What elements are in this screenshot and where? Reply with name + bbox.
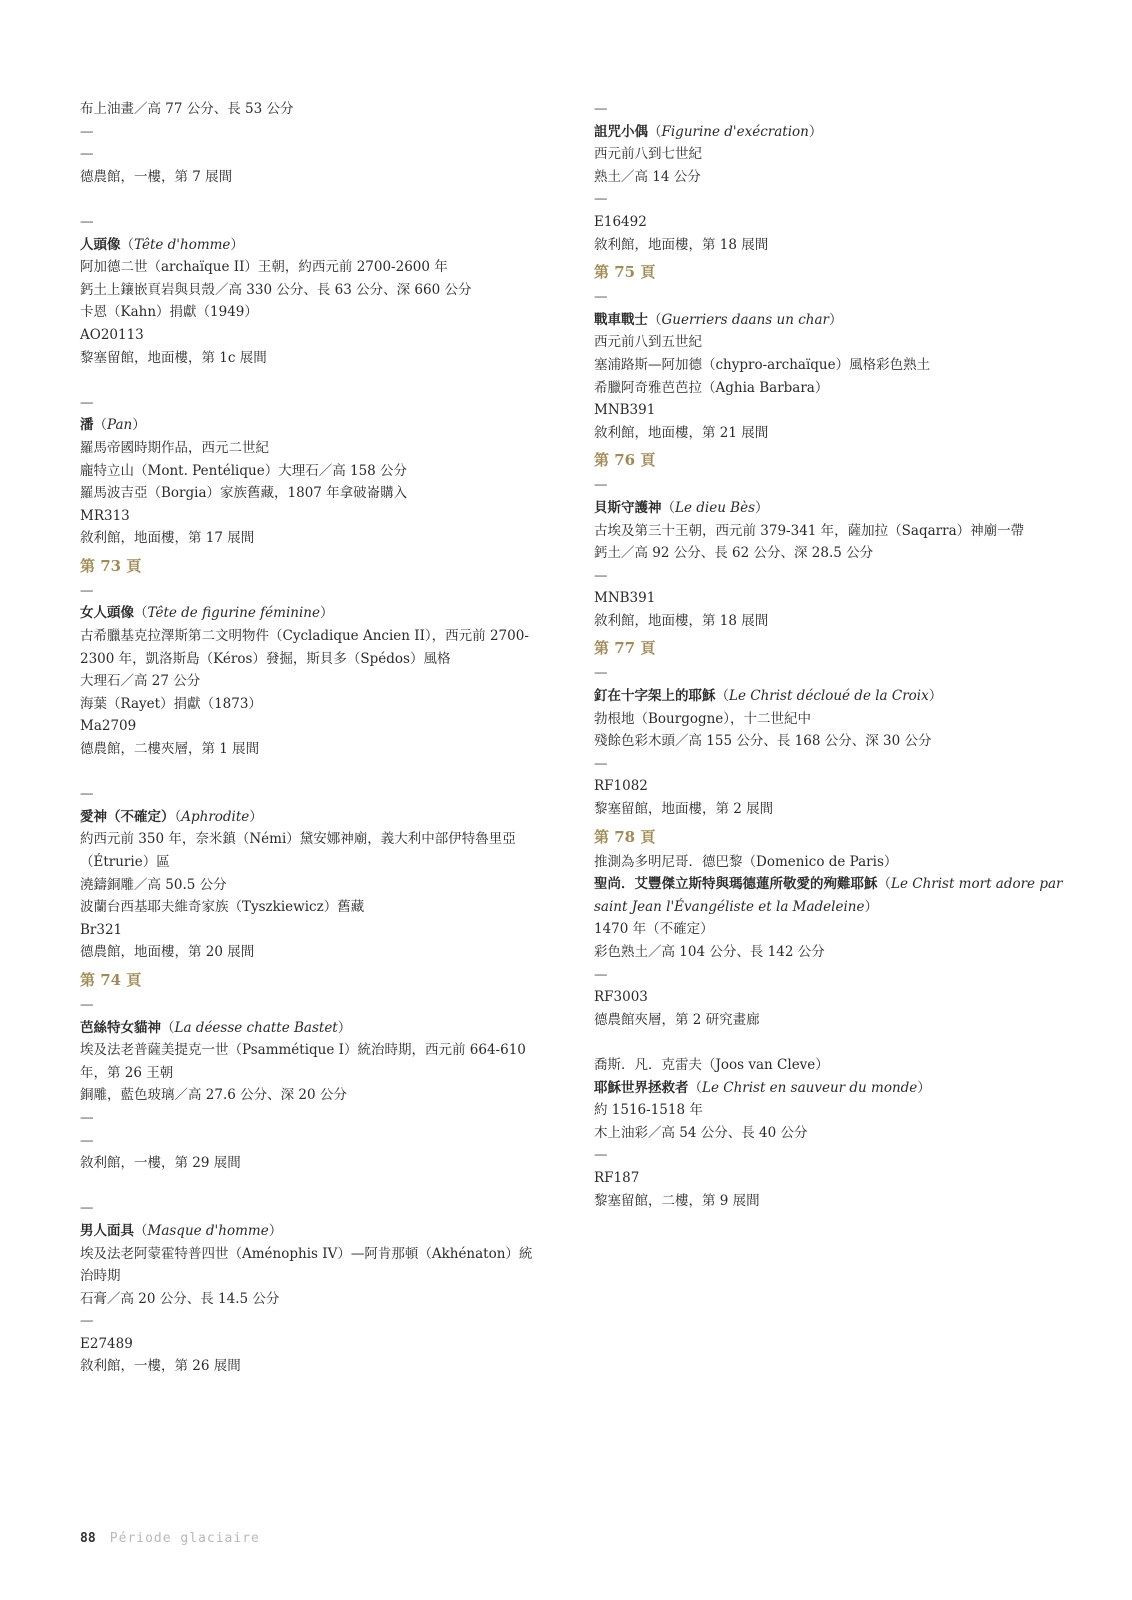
catalog-line: 海葉（Rayet）捐獻（1873） [80,695,262,712]
catalog-line: 殘餘色彩木頭／高 155 公分、長 168 公分、深 30 公分 [594,733,932,750]
title-zh: 戰車戰士 [594,311,648,328]
title-fr: Masque d'homme [147,1222,269,1239]
title-fr: Le Christ décloué de la Croix [729,688,929,705]
catalog-line: 銅雕，藍色玻璃／高 27.6 公分、深 20 公分 [80,1087,347,1104]
paren-close: ） [917,1079,931,1096]
title-fr: Le dieu Bès [675,499,756,516]
catalog-line: 敘利館，地面樓，第 18 展間 [594,236,769,253]
right-column [594,98,1064,1212]
dash-separator: — [594,755,608,772]
dash-separator: — [594,477,608,494]
paren-close: ） [249,808,263,825]
catalog-line: 黎塞留館，二樓，第 9 展間 [594,1192,760,1209]
dash-separator: — [594,1147,608,1164]
dash-separator: — [594,567,608,584]
artwork-title [594,685,1064,708]
catalog-line: 鈣土／高 92 公分、長 62 公分、深 28.5 公分 [594,545,874,562]
spacer [80,1175,540,1198]
title-fr: Le Christ en sauveur du monde [702,1079,918,1096]
dash-separator: — [80,1313,94,1330]
dash-separator: — [594,289,608,306]
page-footer [80,1531,260,1546]
title-fr: La déesse chatte Bastet [174,1019,338,1036]
title-fr: Tête d'homme [134,236,231,253]
title-zh: 潘 [80,417,94,434]
paren-open: （ [688,1079,702,1096]
catalog-line: AO20113 [80,326,144,343]
catalog-line: 西元前八到五世紀 [594,334,702,351]
dash-separator: — [594,101,608,117]
catalog-line: 約西元前 350 年，奈米鎮（Némi）黛安娜神廟，義大利中部伊特魯里亞（Étrurie）區 [80,831,516,870]
catalog-line: Ma2709 [80,718,137,735]
catalog-line: Br321 [80,921,123,938]
dash-separator: — [594,665,608,682]
artwork-title [594,1077,1064,1100]
paren-open: （ [134,605,148,622]
paren-open: （ [648,311,662,328]
catalog-line: 敘利館，一樓，第 29 展間 [80,1155,241,1172]
title-zh: 人頭像 [80,236,121,253]
title-zh: 耶穌世界拯救者 [594,1079,689,1096]
paren-close: ） [132,417,146,434]
catalog-line: 敘利館，地面樓，第 18 展間 [594,612,769,629]
paren-close: ） [828,311,843,328]
catalog-line: 羅馬帝國時期作品，西元二世紀 [80,439,269,456]
artwork-title [80,414,540,437]
artwork-title [594,873,1064,918]
catalog-line: 勃根地（Bourgogne），十二世紀中 [594,710,812,727]
paren-open: （ [174,808,182,825]
artwork-title [594,497,1064,520]
catalog-line: 澆鑄銅雕／高 50.5 公分 [80,876,227,893]
catalog-line: 彩色熟土／高 104 公分、長 142 公分 [594,944,825,960]
catalog-line: 約 1516-1518 年 [594,1102,703,1119]
catalog-line: 喬斯．凡．克雷夫（Joos van Cleve） [594,1056,829,1073]
dash-separator: — [80,146,94,163]
artwork-title [594,121,1064,144]
catalog-line: RF1082 [594,778,648,795]
catalog-line: 黎塞留館，地面樓，第 2 展間 [594,801,774,818]
catalog-line: 大理石／高 27 公分 [80,673,201,690]
artwork-title [80,806,540,829]
spacer [594,1031,1064,1054]
catalog-line: 古埃及第三十王朝，西元前 379-341 年，薩加拉（Saqarra）神廟一帶 [594,522,1025,539]
title-zh: 女人頭像 [80,605,134,622]
catalog-line: MNB391 [594,590,656,607]
catalog-line: E27489 [80,1335,133,1352]
dash-separator: — [80,1109,94,1126]
left-column [80,98,540,1378]
title-fr: Tête de figurine féminine [147,605,320,622]
catalog-line: 德農館，二樓夾層，第 1 展間 [80,741,260,758]
title-fr: Aphrodite [181,808,250,825]
artwork-title [80,1220,540,1243]
page-reference-heading: 第 73 頁 [80,556,142,575]
catalog-line: 布上油畫／高 77 公分、長 53 公分 [80,101,294,117]
catalog-line: 波蘭台西基耶夫維奇家族（Tyszkiewicz）舊藏 [80,899,365,916]
artwork-title [80,602,540,625]
title-zh: 男人面具 [80,1222,134,1239]
title-fr: Figurine d'exécration [661,123,809,140]
paren-open: （ [134,1222,148,1239]
title-zh: 聖尚．艾豐傑立斯特與瑪德蓮所敬愛的殉難耶穌 [594,876,878,893]
spacer [80,369,540,392]
page-reference-heading: 第 77 頁 [594,639,656,658]
catalog-line: 希臘阿奇雅芭芭拉（Aghia Barbara） [594,379,829,396]
artwork-title [80,234,540,257]
paren-close: ） [864,898,878,915]
dash-separator: — [80,996,94,1013]
paren-close: ） [268,1222,283,1239]
catalog-line: RF3003 [594,989,648,1006]
catalog-line: 敘利館，一樓，第 26 展間 [80,1358,241,1375]
catalog-line: 古希臘基克拉澤斯第二文明物件（Cycladique Ancien II），西元前 2700-2300 年，凱洛斯島（Kéros）發掘，斯貝多（Spédos）風格 [80,628,529,667]
catalog-line: 埃及法老普薩美提克一世（Psammétique I）統治時期，西元前 664-610 年，第 26 王朝 [80,1042,526,1081]
catalog-line: 推測為多明尼哥．德巴黎（Domenico de Paris） [594,853,898,870]
paren-open: （ [648,123,662,140]
catalog-line: 阿加德二世（archaïque II）王朝，約西元前 2700-2600 年 [80,259,448,276]
catalog-line: 石膏／高 20 公分、長 14.5 公分 [80,1290,280,1307]
spacer [80,188,540,211]
dash-separator: — [80,786,94,803]
catalog-line: 德農館，一樓，第 7 展間 [80,168,233,185]
paren-close: ） [337,1019,352,1036]
catalog-line: MR313 [80,507,130,524]
catalog-line: 德農館夾層，第 2 研究畫廊 [594,1011,760,1028]
dash-separator: — [80,582,94,599]
catalog-line: 黎塞留館，地面樓，第 1c 展間 [80,349,267,366]
catalog-line: 敘利館，地面樓，第 21 展間 [594,424,769,441]
paren-open: （ [120,236,134,253]
artwork-title [80,1017,540,1040]
paren-open: （ [93,417,107,434]
dash-separator: — [80,394,94,411]
paren-close: ） [319,605,334,622]
title-zh: 釘在十字架上的耶穌 [594,688,716,705]
paren-open: （ [661,499,675,516]
page-reference-heading: 第 74 頁 [80,970,142,989]
spacer [80,761,540,784]
catalog-line: 埃及法老阿蒙霍特普四世（Aménophis IV）—阿肯那頓（Akhénaton）統治時期 [80,1245,533,1285]
title-fr: Pan [107,417,133,434]
paren-open: （ [715,688,729,705]
paren-close: ） [928,688,943,705]
catalog-line: 羅馬波吉亞（Borgia）家族舊藏，1807 年拿破崙購入 [80,485,408,502]
title-zh: 芭絲特女貓神 [80,1019,161,1036]
catalog-line: 卡恩（Kahn）捐獻（1949） [80,304,258,321]
dash-separator: — [80,213,94,230]
paren-open: （ [877,876,891,893]
title-zh: 詛咒小偶 [594,123,648,140]
catalog-line: 敘利館，地面樓，第 17 展間 [80,530,255,547]
publication-title: Période glaciaire [109,1531,260,1546]
dash-separator: — [80,1132,94,1149]
title-fr: Le Christ mort adore par saint Jean l'Évangéliste et la Madeleine [594,876,1063,915]
paren-open: （ [161,1019,175,1036]
catalog-line: 木上油彩／高 54 公分、長 40 公分 [594,1124,808,1141]
title-zh: 貝斯守護神 [594,499,662,516]
paren-close: ） [808,123,823,140]
page-reference-heading: 第 78 頁 [594,827,656,846]
catalog-line: 1470 年（不確定） [594,921,714,938]
paren-close: ） [755,499,769,516]
dash-separator: — [80,1200,94,1217]
catalog-line: 熟土／高 14 公分 [594,168,701,185]
page-reference-heading: 第 76 頁 [594,451,656,470]
dash-separator: — [80,123,94,140]
page-reference-heading: 第 75 頁 [594,263,656,282]
catalog-line: RF187 [594,1169,640,1186]
catalog-line: E16492 [594,213,647,230]
catalog-line: 鈣土上鑲嵌頁岩與貝殼／高 330 公分、長 63 公分、深 660 公分 [80,281,472,298]
paren-close: ） [230,236,244,253]
title-fr: Guerriers daans un char [661,311,829,328]
catalog-line: 西元前八到七世紀 [594,146,702,163]
catalog-line: 德農館，地面樓，第 20 展間 [80,944,255,961]
title-zh: 愛神（不確定） [80,808,175,825]
dash-separator: — [594,966,608,983]
catalog-line: 龐特立山（Mont. Pentélique）大理石／高 158 公分 [80,462,408,479]
page-number: 88 [80,1531,96,1546]
catalog-line: 塞浦路斯—阿加德（chypro-archaïque）風格彩色熟土 [594,356,931,373]
dash-separator: — [594,191,608,208]
artwork-title [594,309,1064,332]
catalog-line: MNB391 [594,402,656,419]
